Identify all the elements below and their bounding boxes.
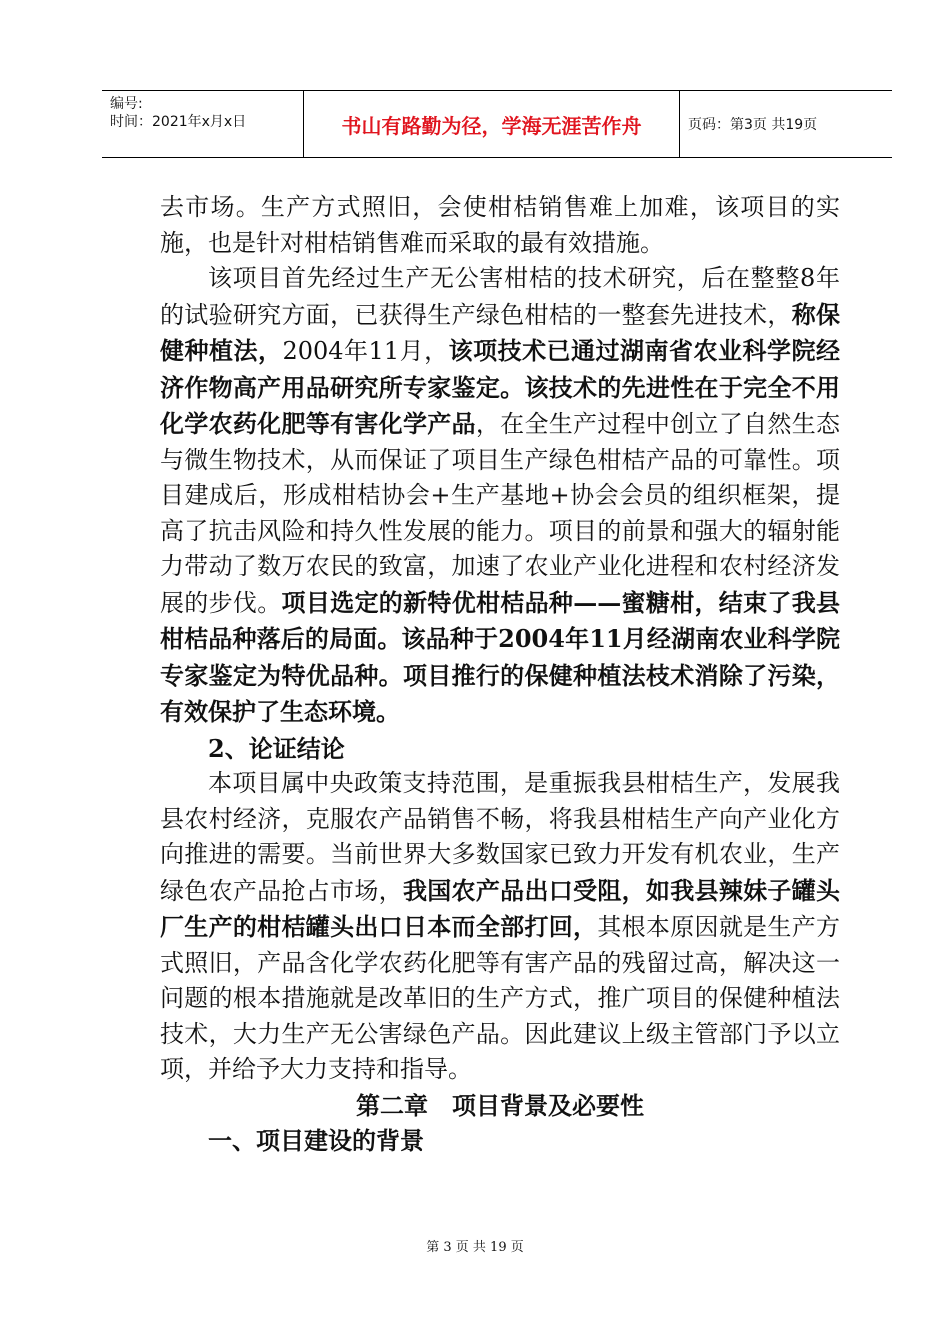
- document-time: 时间：2021年x月x日: [110, 114, 247, 130]
- document-number-label: 编号:: [110, 96, 143, 112]
- document-body: [160, 190, 840, 1159]
- emphasized-text: 我国农产品出口受阻，如我县辣妹子罐头厂生产的柑桔罐头出口日本而全部打回，: [160, 875, 841, 941]
- header-motto: 书山有路勤为径，学海无涯苦作舟: [304, 91, 680, 157]
- page-header: [102, 90, 892, 158]
- text-run: 本项目属中央政策支持范围，是重振我县柑桔生产，发展我县农村经济，克服农产品销售不畅，将我县柑桔生产向产业化方向推进的需要。当前世界大多数国家已致力开发有机农业，生产绿色农产品抢占市场，: [160, 769, 840, 905]
- subheading-conclusion: 2、论证结论: [208, 733, 345, 763]
- header-meta: [102, 91, 304, 157]
- chapter-title: 第二章 项目背景及必要性: [356, 1090, 644, 1120]
- paragraph-conclusion: [160, 766, 840, 1088]
- emphasized-text: 该项技术已通过湖南省农业科学院经济作物高产用品研究所专家鉴定。该技术的先进性在于完全不用化学农药化肥等有害化学产品: [160, 336, 841, 438]
- paragraph-continuation: 去市场。生产方式照旧，会使柑桔销售难上加难，该项目的实施，也是针对柑桔销售难而采取的最有效措施。: [160, 193, 840, 257]
- text-run: 该项目首先经过生产无公害柑桔的技术研究，后在整整8年的试验研究方面，已获得生产绿色柑桔的一整套先进技术，: [160, 264, 840, 329]
- paragraph-technology: [160, 261, 840, 731]
- section-title: 一、项目建设的背景: [208, 1126, 424, 1155]
- page-footer: 第 3 页 共 19 页: [426, 1240, 524, 1255]
- header-page-info: 页码：第3页 共19页: [688, 117, 818, 133]
- text-run: 其根本原因就是生产方式照旧，产品含化学农药化肥等有害产品的残留过高，解决这一问题的根本措施就是改革旧的生产方式，推广项目的保健种植法技术，大力生产无公害绿色产品。因此建议上级主管部门予以立项，并给予大力支持和指导。: [160, 913, 841, 1083]
- text-run: ，在全生产过程中创立了自然生态与微生物技术，从而保证了项目生产绿色柑桔产品的可靠性。项目建成后，形成柑桔协会+生产基地+协会会员的组织框架，提高了抗击风险和持久性发展的能力。项目的前景和强大的辐射能力带动了数万农民的致富，加速了农业产业化进程和农村经济发展的步伐。: [160, 410, 841, 617]
- text-run: 2004年11月，: [282, 337, 449, 365]
- emphasized-text: 项目选定的新特优柑桔品种——蜜糖柑，结束了我县柑桔品种落后的局面。该品种于2004年11月经湖南农业科学院专家鉴定为特优品种。项目推行的保健种植法枝术消除了污染，有效保护了生态环境。: [160, 587, 841, 726]
- emphasized-text: 称保健种植法，: [160, 299, 840, 365]
